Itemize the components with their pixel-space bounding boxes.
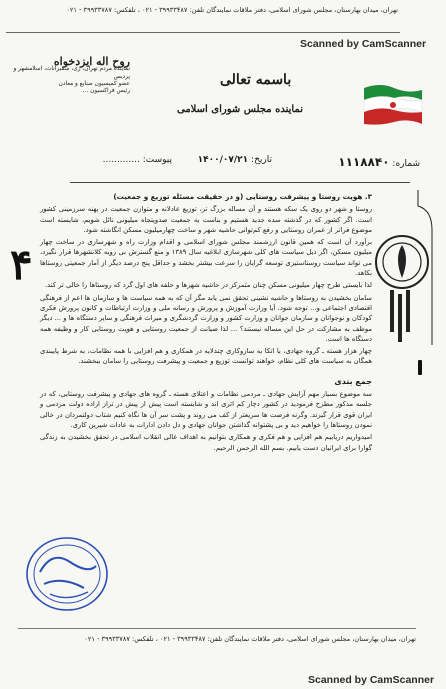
section-heading: ۳. هویت روستا و پیشرفت روستایی (و در حقیقت مسئله توزیع و جمعیت) bbox=[113, 192, 372, 201]
number-field bbox=[338, 155, 420, 169]
number-value: ۱۱۱۸۸۴۰ bbox=[338, 155, 390, 169]
paragraph-6: سه موضوع بسیار مهم آرایش جهادی ـ مردمی نظامات و اعتلای هسته ـ گروه های جهادی و پیشرفت روستایی، که در جلسه مذکور مطرح فرمودید در کشور دچار کم اثری اند و شایسته است پیش از پیش در تراز اراده دولت مردمی و ایران قوی قرار گیرند. وگرنه فرصت ها سریعتر از کف می روند و پشت سر آن ها نگاه کنیم شتاب دولتمردان در خالی نمودن روستاها را خواهیم دید و بی پشتوانه گذاشتن جوانان جهادی و دل دادن ادارات به عادات شیرین کاری. bbox=[40, 390, 372, 429]
paragraph-1: روستا و شهر دو روی یک سکه هستند و آن مساله بزرگ تر، توزیع عادلانه و متوازن جمعیت در پهنه سرزمینی کشور است. اگر کشور که در گذشته سده جدید هستیم و بناست به جمعیت صدویتجاه میلیونی نائل شویم، شایسته است موضوع فراتر از عمران روستایی و رفع کم‌توانی حاشیه شهر و ساخت چهارمیلیون مسکن انگاشته شود. bbox=[40, 205, 372, 234]
date-field bbox=[198, 155, 272, 165]
letter-meta-row bbox=[30, 155, 420, 173]
footer-address: تهران، میدان بهارستان، مجلس شورای اسلامی، دفتر ملاقات نمایندگان تلفن: ۳۹۹۳۳۴۸۷ - ۰۲۱ ، تلفکس: ۳۹۹۳۳۷۸۷ - ۰۲۱ bbox=[18, 628, 416, 644]
scanner-watermark-top: Scanned by CamScanner bbox=[300, 38, 427, 50]
representative-name: روح اله ایزدخواه bbox=[53, 55, 130, 68]
bismillah-calligraphy: باسمه تعالی bbox=[220, 72, 292, 88]
scanner-watermark-bottom: Scanned by CamScanner bbox=[308, 674, 435, 686]
conclusion-heading: جمع بندی bbox=[334, 376, 372, 386]
iran-flag-icon bbox=[360, 82, 424, 134]
parliament-emblem-icon bbox=[372, 190, 434, 360]
letter-body bbox=[40, 192, 372, 455]
attachment-label: پیوست: bbox=[142, 155, 172, 165]
paragraph-4: سامان بخشیدن به روستاها و حاشیه نشینی تحقق نمی یابد مگر آن که به همه سیاست ها و سازمان ها اعم از فرهنگی اقتصادی اجتماعی و... توجه شود. آیا وزارت آموزش و پرورش و رسانه ملی و وزارت ارتباطات و کانون پرورش فکری کودکان و نوجوانان و سازمان جوانان و وزارت کشور و وزارت گردشگری و میراث فرهنگی و سایر دستگاه ها و ... دیگر موظف به مشارکت در حل این مساله نیستند؟ ... لذا صیانت از جمعیت روستایی و هویت روستایی کار و وظیفه همه دستگاه ها است. bbox=[40, 293, 372, 343]
representative-role-2: عضو کمیسیون صنایع و معادن bbox=[58, 80, 130, 87]
meta-divider bbox=[70, 182, 410, 183]
paragraph-7: امیدواریم دریابیم هم افزایی و هم فکری و همکاری بتوانیم به اهداف عالی انقلاب اسلامی در تحقق بخشیدن به زندگی گوارا برای ایرانیان دست یابیم. بسم الله الرحمن الرحیم. bbox=[40, 433, 372, 452]
signature-stamp-icon bbox=[22, 532, 112, 617]
emblem-bar-mark bbox=[418, 360, 422, 375]
representative-role-1: نماینده مردم تهران، ری، شمیرانات، اسلامشهر و پردیس bbox=[13, 66, 130, 80]
representative-role-3: رئیس فراکسیون ... bbox=[82, 88, 130, 95]
attachment-field: پیوست: ............. bbox=[102, 155, 172, 165]
top-address: تهران، میدان بهارستان، مجلس شورای اسلامی، دفتر ملاقات نمایندگان تلفن: ۳۹۹۳۳۴۸۷ - ۰۲۱ ، تلفکس: ۳۹۹۳۳۷۸۷ - ۰۲۱ bbox=[66, 6, 398, 14]
paragraph-3: لذا بایستی طرح چهار میلیونی مسکن چنان متمرکز در حاشیه شهرها و حلقه های اول گرد که روستاها را خالی تر کند. bbox=[44, 281, 372, 290]
date-value: ۱۴۰۰/۰۷/۲۱ bbox=[197, 155, 249, 165]
number-label: شماره: bbox=[392, 159, 420, 169]
page-number-mark: ۴ bbox=[10, 240, 33, 289]
date-label: تاریخ: bbox=[251, 155, 272, 165]
paragraph-2: برآورد آن است که همین قانون ارزشمند مجلس شورای اسلامی و اقدام وزارت راه و شهرسازی در ساخت چهار میلیون مسکن، اگر ذیل سیاست های کلی شهرسازی ابلاغیه سال ۱۳۸۹ و منع گسترش بی رویه کلانشهرها قرار نگیرد، می تواند سیاست روستاستیزی توسعه گرایان را سرعت بیشتر بخشد و حداقل پنج درصد دیگر از آمار جمعیتی روستاها بکاهد. bbox=[40, 238, 372, 278]
representative-block bbox=[10, 55, 130, 95]
letterhead-title: نماینده مجلس شورای اسلامی bbox=[176, 104, 303, 115]
paragraph-5: چهار هزار هسته ـ گروه جهادی، با اتکا به سازوکاری چندلایه در همکاری و هم افزایی با همه نظامات، به شرط پایبندی همگان به سیاست های کلی نظام، خواهند توانست توزیع و جمعیت و پیشرفت روستایی را سامان ببخشند. bbox=[40, 347, 372, 366]
